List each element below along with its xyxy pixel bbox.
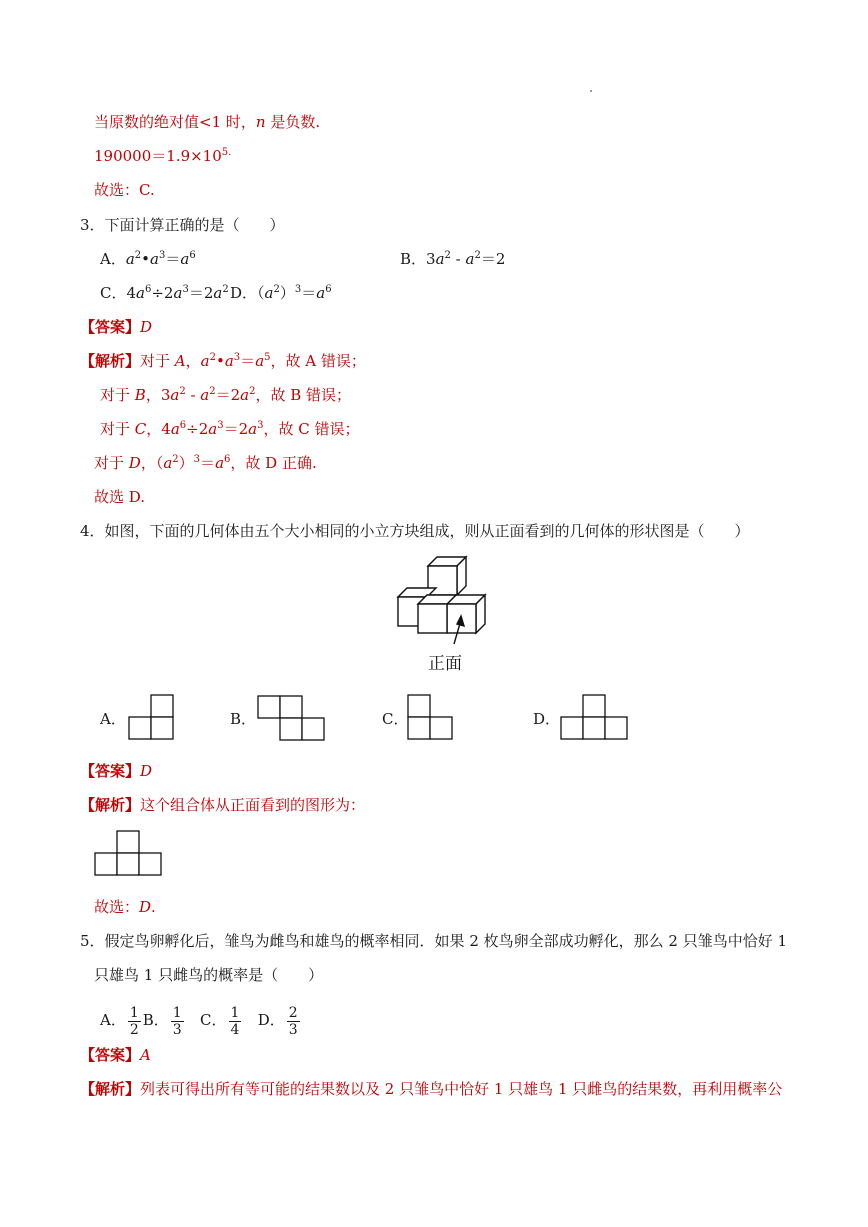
q3-option-c: C．$4a^6\div 2a^3=2a^2$ xyxy=(100,284,229,302)
q3-option-b: B．$3a^2 - a^2=2$ xyxy=(400,250,506,268)
q3-answer: 【答案】D xyxy=(80,318,153,336)
prev-rule-line: 当原数的绝对值<1 时，n 是负数. xyxy=(94,113,321,131)
q5-stem-line1: 5．假定鸟卵孵化后，雏鸟为雌鸟和雄鸟的概率相同．如果 2 枚鸟卵全部成功孵化，那么 2 只雏鸟中恰好 1 xyxy=(80,932,788,950)
q4-option-b-label: B． xyxy=(230,710,257,728)
q4-answer: 【答案】D xyxy=(80,762,153,780)
prev-choice: 故选：C. xyxy=(94,181,155,199)
q5-analysis: 【解析】列表可得出所有等可能的结果数以及 2 只雏鸟中恰好 1 只雄鸟 1 只雌鸟的结果数，再利用概率公 xyxy=(80,1080,783,1098)
q4-option-a-figure xyxy=(128,694,174,740)
q5-stem-line2: 只雄鸟 1 只雌鸟的概率是（ ） xyxy=(94,966,324,984)
q4-front-label: 正面 xyxy=(428,654,462,674)
q4-option-c-label: C． xyxy=(382,710,409,728)
q3-analysis-c: 对于 C，$4a^6\div 2a^3=2a^3$，故 C 错误； xyxy=(100,420,360,438)
q4-option-d-label: D． xyxy=(533,710,561,728)
q5-option-d: D． $\frac{2}{3}$ xyxy=(257,1004,298,1038)
page-speck xyxy=(590,90,592,92)
q3-analysis-d: 对于 D，$(a^2)^3=a^6$，故 D 正确. xyxy=(94,454,317,472)
q4-option-a-label: A． xyxy=(100,710,126,728)
q4-option-d-figure xyxy=(560,694,628,740)
q4-stem: 4．如图，下面的几何体由五个大小相同的小立方块组成，则从正面看到的几何体的形状图是（ ） xyxy=(80,522,750,540)
q4-option-c-figure xyxy=(407,694,453,740)
q4-analysis: 【解析】这个组合体从正面看到的图形为： xyxy=(80,796,366,814)
q3-analysis-b: 对于 B，$3a^2 - a^2=2a^2$，故 B 错误； xyxy=(100,386,352,404)
q5-option-a: A． $\frac{1}{2}$ xyxy=(100,1004,139,1038)
q3-option-a: A．$a^2•a^3=a^6$ xyxy=(100,250,196,268)
q3-analysis-a: 【解析】对于 A，$a^2•a^3=a^5$，故 A 错误； xyxy=(80,352,366,370)
q3-stem: 3．下面计算正确的是（ ） xyxy=(80,216,285,234)
prev-sci-notation: $190000=1.9\times 10^{5.}$ xyxy=(94,147,232,165)
q4-analysis-figure xyxy=(94,830,162,876)
q5-answer: 【答案】A xyxy=(80,1046,151,1064)
q5-option-b: B． $\frac{1}{3}$ xyxy=(142,1004,182,1038)
q5-options xyxy=(100,1002,302,1038)
q3-choice: 故选 D. xyxy=(94,488,146,506)
q3-option-d: D．$(a^2)^3=a^6$ xyxy=(230,284,332,302)
q4-cube-figure xyxy=(395,552,495,642)
q4-option-b-figure xyxy=(257,695,325,741)
q4-choice: 故选：D. xyxy=(94,898,156,916)
q5-option-c: C． $\frac{1}{4}$ xyxy=(200,1004,240,1038)
